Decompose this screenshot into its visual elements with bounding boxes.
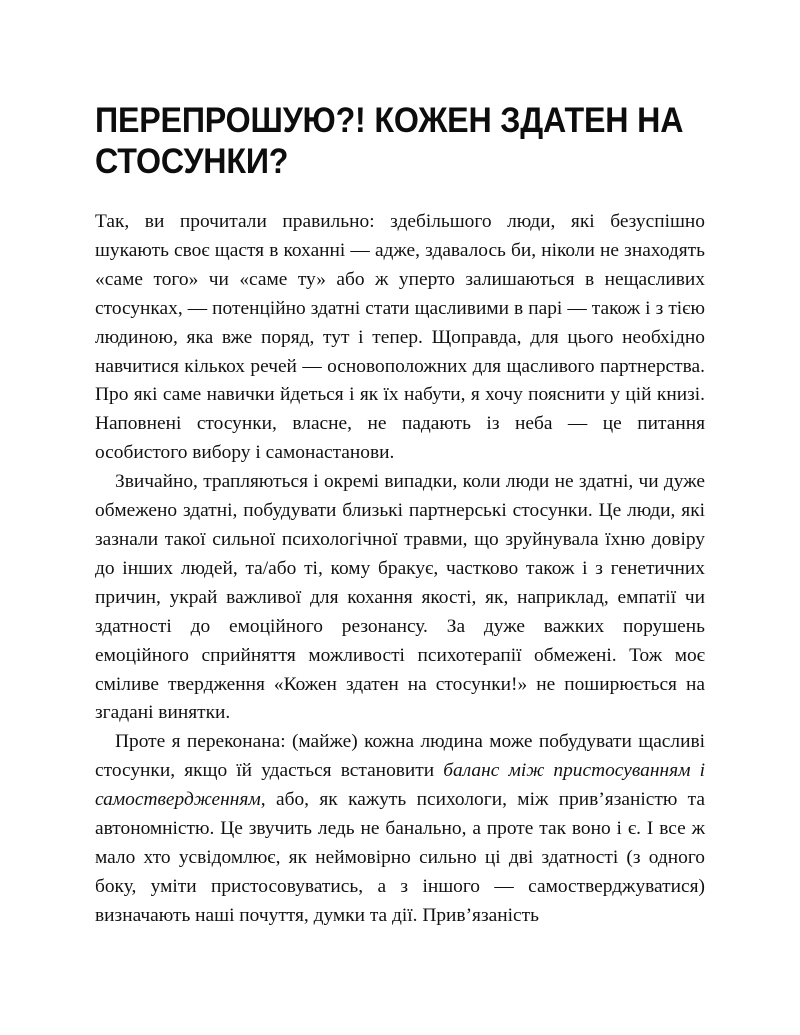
page-content <box>95 100 705 931</box>
paragraph-3 <box>95 728 705 930</box>
paragraph-3-lead: Проте я переконана: (майже) кожна людина може побудувати щасливі стосунки, якщо їй удасться встановити <box>95 731 705 782</box>
paragraph-3-tail: , або, як кажуть психологи, між привʼязаністю та автономністю. Це звучить ледь не банально, а проте так воно і є. І все ж мало хто усвідомлює, як неймовірно сильно ці дві здатності (з одного боку, уміти пристосовуватись, а з іншого — самостверджуватися) визначають наші почуття, думки та дії. Привʼязаність <box>95 789 705 926</box>
chapter-title: ПЕРЕПРОШУЮ?! КОЖЕН ЗДАТЕН НА СТОСУНКИ? <box>95 101 684 181</box>
paragraph-3-emphasis: баланс між пристосуванням і самоствердженням <box>95 760 705 811</box>
paragraph-2: Звичайно, трапляються і окремі випадки, коли люди не здатні, чи дуже обмежено здатні, побудувати близькі партнерські стосунки. Це люди, які зазнали такої сильної психологічної травми, що зруйнувала їхню довіру до інших людей, та/або ті, кому бракує, частково також і з генетичних причин, украй важливої для кохання якості, як, наприклад, емпатії чи здатності до емоційного резонансу. За дуже важких порушень емоційного сприйняття можливості психотерапії обмежені. Тож моє сміливе твердження «Кожен здатен на стосунки!» не поширюється на згадані винятки. <box>95 471 705 724</box>
paragraph-1: Так, ви прочитали правильно: здебільшого люди, які безуспішно шукають своє щастя в коханні — адже, здавалось би, ніколи не знаходять «саме того» чи «саме ту» або ж уперто залишаються в нещасливих стосунках, — потенційно здатні стати щасливими в парі — також і з тією людиною, яка вже поряд, тут і тепер. Щоправда, для цього необхідно навчитися кількох речей — основоположних для щасливого партнерства. Про які саме навички йдеться і як їх набути, я хочу пояснити у цій книзі. Наповнені стосунки, власне, не падають із неба — це питання особистого вибору і самонастанови. <box>95 211 705 464</box>
